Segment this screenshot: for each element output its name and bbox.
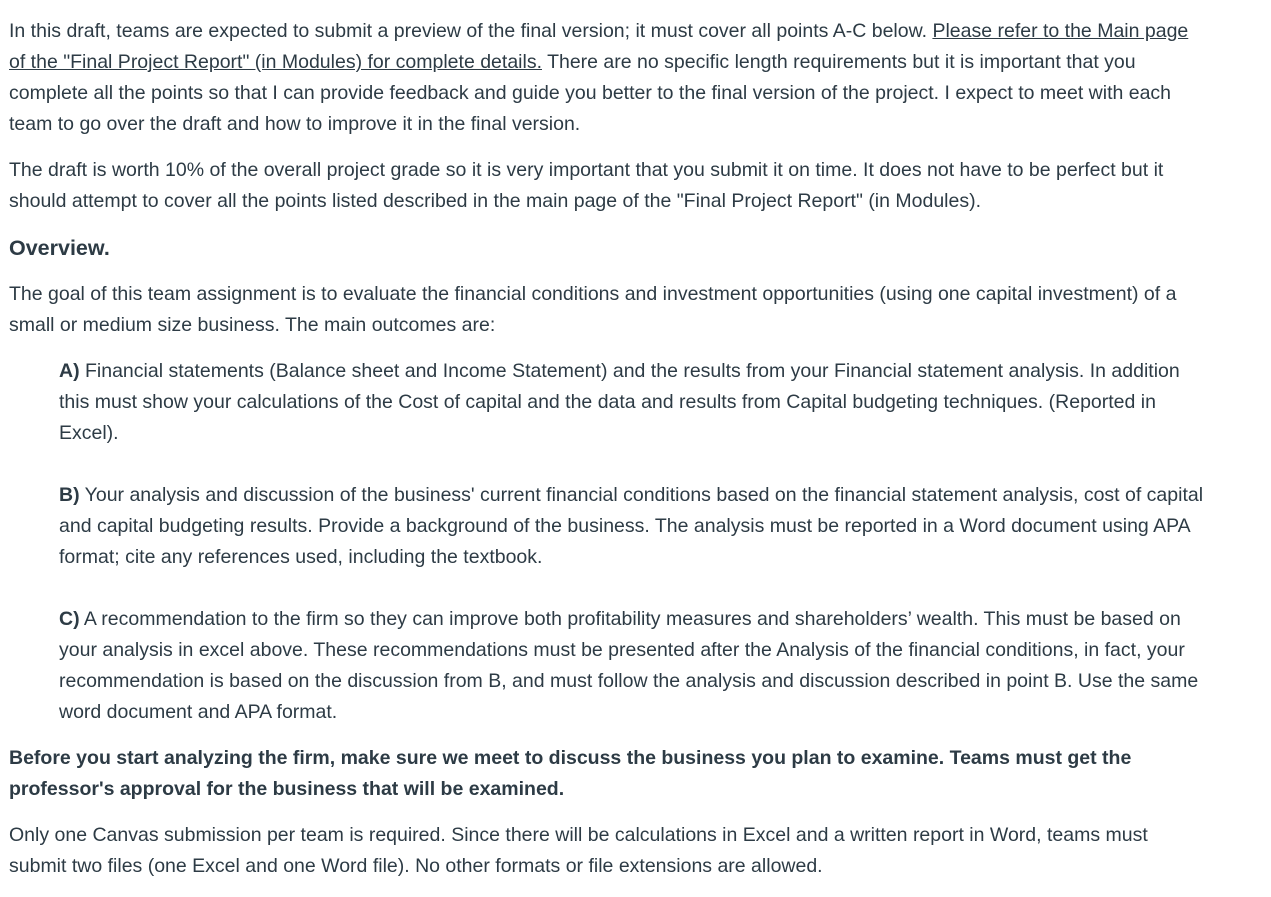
outcome-a-label: A)	[59, 360, 80, 382]
outcome-a-text: Financial statements (Balance sheet and Income Statement) and the results from your Financial statement analysis. In addition this must show your calculations of the Cost of capital and the data and results from Capital budgeting techniques. (Reported in Excel).	[59, 360, 1180, 444]
intro-paragraph	[9, 16, 1209, 140]
final-project-report-link[interactable]: Please refer to the Main page of the "Final Project Report" (in Modules) for complete details.	[9, 20, 1189, 73]
intro-text-continued: There are no specific length requirements but it is important that you complete all the points so that I can provide feedback and guide you better to the final version of the project. I expect to meet with each team to go over the draft and how to improve it in the final version.	[9, 51, 1172, 135]
worth-paragraph: The draft is worth 10% of the overall project grade so it is very important that you submit it on time. It does not have to be perfect but it should attempt to cover all the points listed described in the main page of the "Final Project Report" (in Modules).	[9, 159, 1164, 212]
intro-text: In this draft, teams are expected to submit a preview of the final version; it must cover all points A-C below.	[9, 20, 933, 42]
outcome-c-text: A recommendation to the firm so they can improve both profitability measures and shareholders’ wealth. This must be based on your analysis in excel above. These recommendations must be presented after the Analysis of the financial conditions, in fact, your recommendation is based on the discussion from B, and must follow the analysis and discussion described in point B. Use the same word document and APA format.	[59, 608, 1199, 723]
overview-heading: Overview.	[9, 236, 110, 260]
outcome-b	[59, 480, 1209, 573]
goal-paragraph: The goal of this team assignment is to evaluate the financial conditions and investment opportunities (using one capital investment) of a small or medium size business. The main outcomes are:	[9, 283, 1177, 336]
outcome-b-label: B)	[59, 484, 80, 506]
outcome-c	[59, 604, 1209, 728]
outcome-b-text: Your analysis and discussion of the business' current financial conditions based on the financial statement analysis, cost of capital and capital budgeting results. Provide a background of the business. The analysis must be reported in a Word document using APA format; cite any references used, including the textbook.	[59, 484, 1204, 568]
submission-paragraph: Only one Canvas submission per team is required. Since there will be calculations in Excel and a written report in Word, teams must submit two files (one Excel and one Word file). No other formats or file extensions are allowed.	[9, 824, 1148, 877]
outcome-a	[59, 356, 1209, 449]
outcome-c-label: C)	[59, 608, 80, 630]
approval-note: Before you start analyzing the firm, make sure we meet to discuss the business you plan to examine. Teams must get the professor's approval for the business that will be examined.	[9, 747, 1132, 800]
